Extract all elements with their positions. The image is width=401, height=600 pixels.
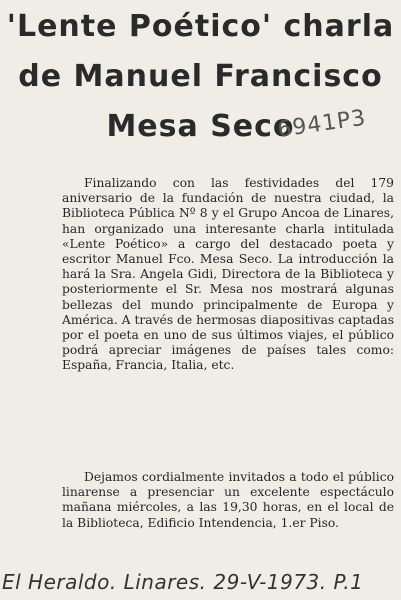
handwritten-source-note: El Heraldo. Linares. 29-V-1973. P.1: [2, 570, 364, 594]
handwritten-call-number: 6941P3: [276, 105, 368, 143]
article-paragraph-2: [62, 470, 394, 531]
article-paragraph-1: [62, 176, 394, 374]
paragraph-1-text: Finalizando con las festividades del 179 aniversario de la fundación de nuestra ciudad, la Biblioteca Pública Nº 8 y el Grupo Ancoa de Linares, han organizado una interesante charla intitulada «Lente Poético» a cargo del destacado poeta y escritor Manuel Fco. Mesa Seco. La introducción la hará la Sra. Angela Gidi, Directora de la Biblioteca y posteriormente el Sr. Mesa nos mostrará algunas bellezas del mundo principalmente de Europa y América. A través de hermosas diapositivas captadas por el poeta en uno de sus últimos viajes, el público podrá apreciar imágenes de países tales como: España, Francia, Italia, etc.: [62, 176, 395, 373]
headline-line-2: de Manuel Francisco: [18, 59, 383, 94]
headline-line-3: Mesa Seco: [106, 109, 295, 144]
headline-line-1: 'Lente Poético' charla: [6, 9, 395, 44]
paragraph-2-text: Dejamos cordialmente invitados a todo el público linarense a presenciar un excelente espectáculo mañana miércoles, a las 19,30 horas, en el local de la Biblioteca, Edificio Intendencia, 1.er Piso.: [62, 470, 394, 530]
